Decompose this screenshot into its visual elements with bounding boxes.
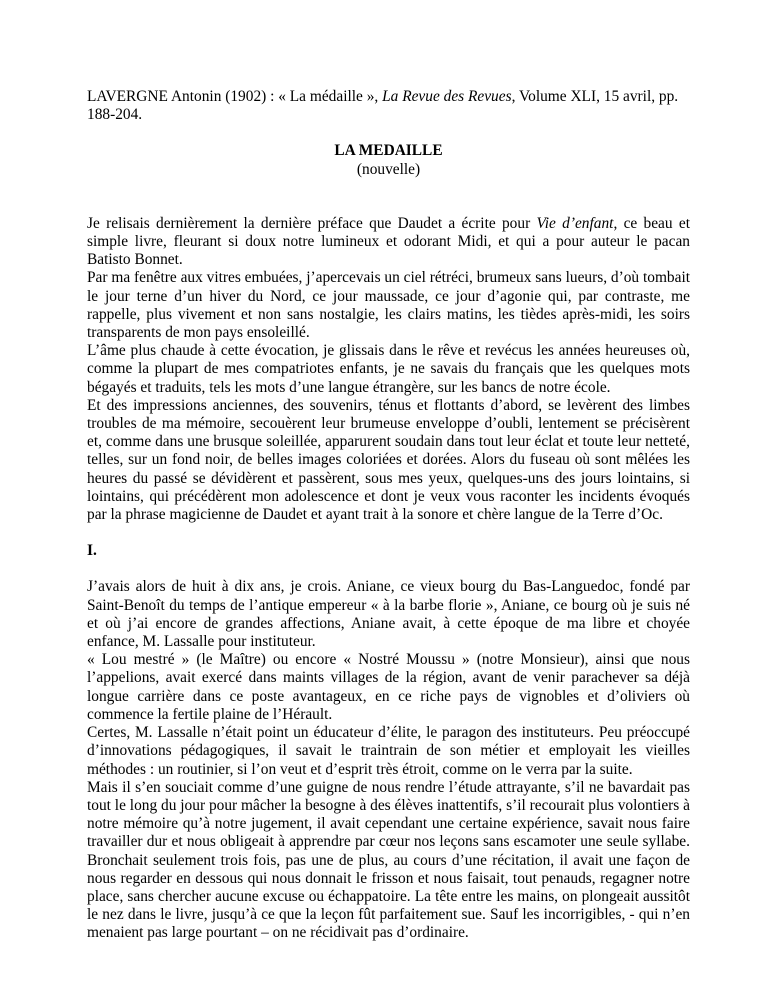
intro-paragraph-1 bbox=[87, 215, 690, 270]
intro-p1-text-end: , ce beau et simple livre, fleurant si doux notre lumineux et odorant Midi, et qui a pour auteur le pacan Batisto Bonnet. bbox=[87, 214, 690, 269]
bibliographic-citation bbox=[87, 88, 690, 124]
intro-paragraph-4: Et des impressions anciennes, des souvenirs, ténus et flottants d’abord, se levèrent des limbes troubles de ma mémoire, secouèrent leur brumeuse enveloppe d’oubli, lentement se précisèrent et, comme dans une brusque soleillée, apparurent soudain dans tout leur éclat et toute leur netteté, telles, sur un fond noir, de belles images coloriées et dorées. Alors du fuseau où sont mêlées les heures du passé se dévidèrent et passèrent, sous mes yeux, quelques-uns des jours lointains, si lointains, qui précédèrent mon adolescence et dont je veux vous raconter les incidents évoqués par la phrase magicienne de Daudet et ayant trait à la sonore et chère langue de la Terre d’Oc. bbox=[87, 396, 690, 524]
citation-journal: La Revue des Revues bbox=[382, 88, 512, 105]
title-block bbox=[87, 142, 690, 178]
section-paragraph: Mais il s’en souciait comme d’une guigne de nous rendre l’étude attrayante, s’il ne bavardait pas tout le long du jour pour mâcher la besogne à des élèves inattentifs, s’il recourait plus volontiers à notre mémoire qu’à notre jugement, il avait cependant une certaine expérience, savait nous faire travailler dur et nous obligeait à apprendre par cœur nos leçons sans escamoter une seule syllabe. Bronchait seulement trois fois, pas une de plus, au cours d’une récitation, il avait une façon de nous regarder en dessous qui nous donnait le frisson et nous faisait, tout penauds, regagner notre place, sans chercher aucune excuse ou échappatoire. La tête entre les mains, on plongeait aussitôt le nez dans le livre, jusqu’à ce que la leçon fût parfaitement sue. Sauf les incorrigibles, - qui n’en menaient pas large pourtant – on ne récidivait pas d’ordinaire. bbox=[87, 778, 690, 942]
section-heading: I. bbox=[87, 542, 97, 560]
section-paragraph: Certes, M. Lassalle n’était point un éducateur d’élite, le paragon des instituteurs. Peu préoccupé d’innovations pédagogiques, il savait le traintrain de son métier et employait les vieilles méthodes : un routinier, si l’on veut et d’esprit très étroit, comme on le verra par la suite. bbox=[87, 724, 690, 778]
document-page bbox=[87, 88, 690, 943]
intro-paragraph-3: L’âme plus chaude à cette évocation, je glissais dans le rêve et revécus les années heureuses où, comme la plupart de mes compatriotes enfants, je ne savais du français que les quelques mots bégayés et traduits, tels les mots d’une langue étrangère, sur les bancs de notre école. bbox=[87, 342, 690, 396]
intro-paragraph-2: Par ma fenêtre aux vitres embuées, j’apercevais un ciel rétréci, brumeux sans lueurs, d’où tombait le jour terne d’un hiver du Nord, ce jour maussade, ce jour d’agonie qui, par contraste, me rappelle, plus vivement et non sans nostalgie, les clairs matins, les tièdes après-midi, les soirs transparents de mon pays ensoleillé. bbox=[87, 269, 691, 342]
citation-details: , Volume XLI, 15 avril, pp. 188-204. bbox=[87, 88, 679, 124]
document-subtitle: (nouvelle) bbox=[356, 160, 421, 178]
section-paragraph: J’avais alors de huit à dix ans, je crois. Aniane, ce vieux bourg du Bas-Languedoc, fondé par Saint-Benoît du temps de l’antique empereur « à la barbe florie », Aniane, ce bourg où je suis né et où j’ai encore de grandes affections, Aniane avait, à cette époque de ma libre et choyée enfance, M. Lassalle pour instituteur. bbox=[87, 578, 690, 651]
citation-author-year: LAVERGNE Antonin (1902) : « La médaille », bbox=[87, 88, 383, 105]
book-title: Vie d’enfant bbox=[536, 214, 614, 232]
section-paragraph: « Lou mestré » (le Maître) ou encore « Nostré Moussu » (notre Monsieur), ainsi que nous l’appelions, avait exercé dans maints villages de la région, avant de venir parachever sa déjà longue carrière dans ce poste avantageux, en ce riche pays de vignobles et d’oliviers où commence la fertile plaine de l’Hérault. bbox=[87, 651, 690, 723]
intro-p1-text: Je relisais dernièrement la dernière préface que Daudet a écrite pour bbox=[87, 214, 537, 232]
document-title: LA MEDAILLE bbox=[334, 142, 443, 160]
